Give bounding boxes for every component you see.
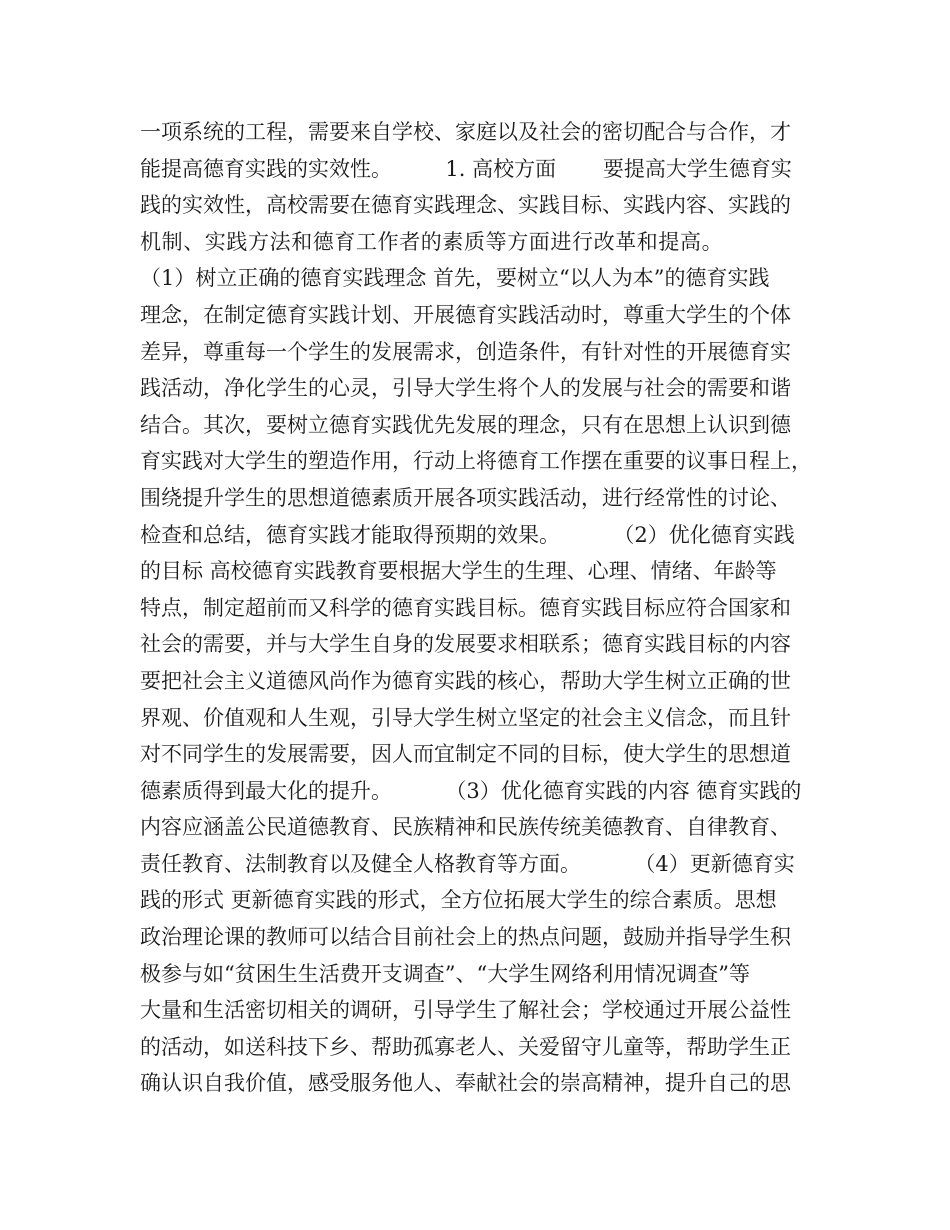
text-line: 结合。其次，要树立德育实践优先发展的理念，只有在思想上认识到德 [140,412,791,437]
text-line: 界观、价值观和人生观，引导大学生树立坚定的社会主义信念，而且针 [140,705,791,730]
text-line: 一项系统的工程，需要来自学校、家庭以及社会的密切配合与合作，才 [140,120,791,144]
text-line: 责任教育、法制教育以及健全人格教育等方面。 （4）更新德育实 [140,851,795,876]
text-line: 内容应涵盖公民道德教育、民族精神和民族传统美德教育、自律教育、 [140,815,791,840]
text-line: 机制、实践方法和德育工作者的素质等方面进行改革和提高。 [140,229,724,254]
text-line: 对不同学生的发展需要，因人而宜制定不同的目标，使大学生的思想道 [140,742,791,767]
text-line: 践的实效性，高校需要在德育实践理念、实践目标、实践内容、实践的 [140,193,791,218]
text-line: 理念，在制定德育实践计划、开展德育实践活动时，尊重大学生的个体 [140,302,791,327]
text-line: 特点，制定超前而又科学的德育实践目标。德育实践目标应符合国家和 [140,595,791,620]
text-line: 要把社会主义道德风尚作为德育实践的核心，帮助大学生树立正确的世 [140,668,791,693]
text-line: 育实践对大学生的塑造作用，行动上将德育工作摆在重要的议事日程上， [140,449,812,474]
text-line: 践的形式 更新德育实践的形式，全方位拓展大学生的综合素质。思想 [140,888,777,913]
text-line: 德素质得到最大化的提升。 （3）优化德育实践的内容 德育实践的 [140,778,802,803]
body-text [140,114,820,1102]
text-line: 极参与如“贫困生生活费开支调查”、“大学生网络利用情况调查”等 [140,961,750,986]
text-line: 确认识自我价值，感受服务他人、奉献社会的崇高精神，提升自己的思 [140,1071,791,1096]
text-line: 的活动，如送科技下乡、帮助孤寡老人、关爱留守儿童等，帮助学生正 [140,1034,791,1059]
text-line: （1）树立正确的德育实践理念 首先，要树立“以人为本”的德育实践 [140,266,770,291]
text-line: 的目标 高校德育实践教育要根据大学生的生理、心理、情绪、年龄等 [140,559,777,584]
text-line: 围绕提升学生的思想道德素质开展各项实践活动，进行经常性的讨论、 [140,485,791,510]
text-line: 检查和总结，德育实践才能取得预期的效果。 （2）优化德育实践 [140,522,795,547]
text-line: 践活动，净化学生的心灵，引导大学生将个人的发展与社会的需要和谐 [140,376,791,401]
text-line: 大量和生活密切相关的调研，引导学生了解社会；学校通过开展公益性 [140,998,791,1023]
text-line: 能提高德育实践的实效性。 1. 高校方面 要提高大学生德育实 [140,156,792,181]
text-line: 差异，尊重每一个学生的发展需求，创造条件，有针对性的开展德育实 [140,339,791,364]
text-line: 政治理论课的教师可以结合目前社会上的热点问题，鼓励并指导学生积 [140,925,791,950]
text-line: 社会的需要，并与大学生自身的发展要求相联系；德育实践目标的内容 [140,632,791,657]
